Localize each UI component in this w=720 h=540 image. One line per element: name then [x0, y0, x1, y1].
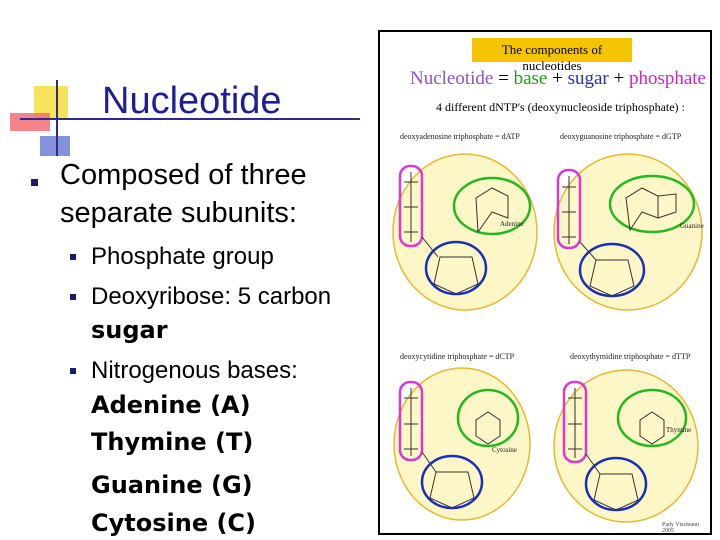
dctp-base-label: Cytosine: [492, 446, 517, 454]
base-thymine: Thymine (T): [91, 428, 254, 456]
base-cytosine: Cytosine (C): [91, 509, 256, 537]
base-adenine: Adenine (A): [91, 391, 251, 419]
eq-sugar: sugar: [567, 68, 609, 89]
caption-dttp: deoxythymidine triphosphate = dTTP: [570, 352, 691, 361]
figure-subtitle: 4 different dNTP's (deoxynucleoside triphosphate) :: [436, 100, 685, 114]
decor-red-square: [10, 113, 50, 131]
slide-title: Nucleotide: [102, 80, 282, 122]
eq-equals: =: [493, 68, 514, 89]
sub-bullet-phosphate: Phosphate group: [91, 243, 274, 270]
caption-dctp: deoxycytidine triphosphate = dCTP: [400, 352, 515, 361]
caption-datp: deoxyadenosine triphosphate = dATP: [400, 132, 520, 141]
bullet-text-line2: separate subunits:: [60, 197, 297, 229]
eq-plus: +: [608, 68, 629, 89]
sub-bullet-deoxyribose: Deoxyribose: 5 carbon: [91, 283, 332, 310]
decor-blue-square: [40, 136, 70, 156]
sub-bullet-marker: [70, 294, 76, 300]
figure-credit: Pady Vissmann 2005: [662, 522, 700, 534]
sub-bullet-marker: [70, 254, 76, 260]
nucleotide-structures: [380, 32, 710, 532]
bullet-marker: [31, 179, 38, 186]
eq-base: base: [513, 68, 548, 89]
dttp-group-outline: [554, 370, 698, 522]
datp-base-label: Adenine: [500, 220, 524, 228]
figure-title: The components of nucleotides: [501, 42, 603, 73]
base-guanine: Guanine (G): [91, 471, 253, 499]
sub-bullet-deoxyribose-cont: sugar: [91, 316, 168, 344]
eq-plus: +: [547, 68, 568, 89]
sub-bullet-bases: Nitrogenous bases:: [91, 357, 298, 384]
dctp-structure: [394, 368, 530, 520]
sub-bullet-marker: [70, 368, 76, 374]
eq-nucleotide: Nucleotide: [410, 68, 494, 89]
dctp-group-outline: [394, 368, 530, 520]
datp-structure: [393, 154, 537, 310]
dgtp-group-outline: [554, 154, 702, 310]
eq-phosphate: phosphate: [628, 68, 706, 89]
caption-dgtp: deoxyguanosine triphosphate = dGTP: [560, 132, 682, 141]
dgtp-base-label: Guanine: [680, 222, 704, 230]
dgtp-structure: [554, 154, 704, 310]
dttp-base-label: Thymine: [666, 426, 692, 434]
nucleotide-figure: [378, 30, 712, 535]
dttp-structure: [554, 370, 698, 522]
bullet-text-line1: Composed of three: [60, 159, 307, 191]
